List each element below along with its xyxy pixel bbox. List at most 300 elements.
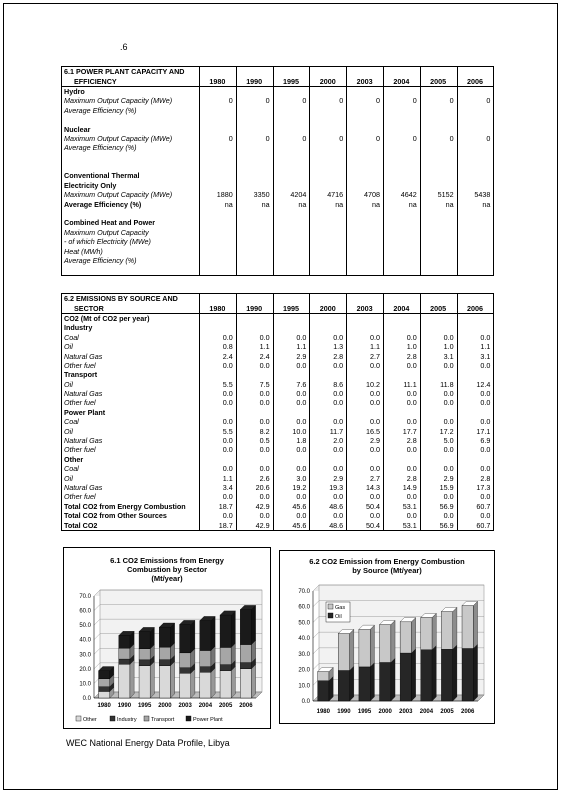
year-header: 2000 [310, 76, 347, 86]
cell-value: 0.0 [200, 445, 237, 454]
cell-value [347, 209, 384, 218]
cell-value [383, 323, 420, 332]
cell-value [236, 181, 273, 190]
row-label: Maximum Output Capacity [64, 227, 149, 237]
emissions-table [61, 293, 494, 531]
cell-value: 0.0 [200, 417, 237, 426]
cell-value: na [457, 199, 494, 208]
cell-value [273, 143, 310, 152]
cell-value: 0 [347, 134, 384, 143]
cell-value [347, 106, 384, 115]
gridline-side [313, 601, 319, 607]
bar-side [370, 663, 374, 701]
cell-value [347, 408, 384, 417]
cell-value [420, 370, 457, 379]
cell-value: 48.6 [310, 520, 347, 530]
cell-value [457, 265, 494, 275]
table-row [62, 389, 494, 398]
row-label: Oil [64, 426, 73, 436]
cell-value: 17.7 [383, 426, 420, 435]
y-tick-label: 70.0 [298, 589, 310, 595]
cell-value: 2.8 [383, 436, 420, 445]
cell-value [457, 124, 494, 133]
row-label: Coal [64, 417, 79, 427]
cell-value [200, 218, 237, 227]
bar-side [251, 605, 255, 644]
cell-value [420, 86, 457, 96]
cell-value [383, 106, 420, 115]
cell-value: 8.6 [310, 380, 347, 389]
cell-value [457, 86, 494, 96]
cell-value [347, 370, 384, 379]
bar-segment [139, 666, 150, 698]
cell-value [420, 153, 457, 162]
cell-value: 5.0 [420, 436, 457, 445]
row-label: Natural Gas [64, 389, 103, 399]
cell-value [420, 218, 457, 227]
cell-value [457, 209, 494, 218]
gridline-side [94, 605, 100, 611]
bar-segment [200, 621, 211, 651]
header-spacer [347, 294, 384, 304]
cell-value: 0.0 [236, 389, 273, 398]
cell-value: 2.7 [347, 473, 384, 482]
cell-value [420, 162, 457, 171]
cell-value: 1.1 [347, 342, 384, 351]
cell-value: 0.0 [457, 464, 494, 473]
cell-value: 0.0 [310, 417, 347, 426]
bar-side [350, 629, 354, 670]
cell-value [310, 323, 347, 332]
cell-value [420, 171, 457, 180]
cell-value [420, 124, 457, 133]
cell-value [383, 218, 420, 227]
source-emissions-chart [279, 550, 495, 724]
cell-value: 0.0 [236, 333, 273, 342]
header-spacer [420, 294, 457, 304]
cell-value [310, 86, 347, 96]
cell-value [383, 455, 420, 464]
y-tick-label: 0.0 [301, 699, 310, 705]
cell-value: 0.0 [347, 492, 384, 501]
table-row [62, 246, 494, 255]
cell-value: 0.0 [236, 492, 273, 501]
cell-value: 0 [420, 96, 457, 105]
gridline-side [313, 648, 319, 654]
table-row [62, 351, 494, 360]
cell-value: 5.5 [200, 426, 237, 435]
cell-value [383, 162, 420, 171]
table-row [62, 96, 494, 105]
cell-value: 0.0 [383, 511, 420, 520]
table-row [62, 398, 494, 407]
table-row [62, 361, 494, 370]
table-row [62, 464, 494, 473]
cell-value [236, 86, 273, 96]
cell-value: 0.0 [200, 361, 237, 370]
bar-segment [338, 671, 349, 701]
bar-side [350, 666, 354, 701]
cell-value: 0.0 [310, 464, 347, 473]
cell-value [457, 408, 494, 417]
bar-segment [240, 645, 251, 663]
cell-value: 56.9 [420, 520, 457, 530]
cell-value [347, 246, 384, 255]
cell-value [200, 106, 237, 115]
bar-segment [159, 666, 170, 698]
cell-value [273, 370, 310, 379]
header-spacer [420, 67, 457, 77]
cell-value: 0.0 [420, 417, 457, 426]
cell-value [457, 313, 494, 323]
header-spacer [236, 294, 273, 304]
bar-segment [200, 650, 211, 666]
cell-value: 14.3 [347, 483, 384, 492]
cell-value [457, 237, 494, 246]
cell-value [383, 370, 420, 379]
cell-value: 2.9 [273, 351, 310, 360]
cell-value: 4204 [273, 190, 310, 199]
table-row [62, 426, 494, 435]
cell-value [236, 218, 273, 227]
cell-value: 2.8 [383, 351, 420, 360]
cell-value [273, 313, 310, 323]
cell-value [457, 228, 494, 237]
cell-value [347, 265, 384, 275]
cell-value: 2.8 [310, 351, 347, 360]
cell-value [236, 246, 273, 255]
cell-value [273, 86, 310, 96]
bar-segment [421, 650, 432, 701]
row-label: Average Efficiency (%) [64, 199, 142, 209]
legend-label: Power Plant [193, 717, 223, 723]
row-label [62, 115, 200, 124]
section-title-cont: SECTOR [62, 303, 200, 313]
cell-value: 1.1 [236, 342, 273, 351]
cell-value: 1.0 [420, 342, 457, 351]
cell-value: 2.0 [310, 436, 347, 445]
cell-value: 0 [383, 134, 420, 143]
cell-value [383, 115, 420, 124]
cell-value: 0.0 [383, 398, 420, 407]
row-label: Oil [64, 473, 73, 483]
cell-value [273, 209, 310, 218]
cell-value [273, 228, 310, 237]
bar-side [231, 611, 235, 648]
cell-value [420, 209, 457, 218]
y-tick-label: 40.0 [298, 636, 310, 643]
bar-segment [99, 671, 110, 679]
table-row [62, 483, 494, 492]
bar-side [130, 660, 134, 698]
cell-value: 0.0 [273, 464, 310, 473]
row-label: Oil [64, 379, 73, 389]
cell-value: 19.2 [273, 483, 310, 492]
cell-value [383, 228, 420, 237]
cell-value: 3.4 [200, 483, 237, 492]
cell-value [347, 218, 384, 227]
cell-value: 0 [420, 134, 457, 143]
cell-value: 0.0 [310, 511, 347, 520]
year-header: 1980 [200, 303, 237, 313]
cell-value [310, 115, 347, 124]
cell-value [200, 455, 237, 464]
cell-value [200, 313, 237, 323]
cell-value: 0.0 [347, 417, 384, 426]
row-label [62, 153, 200, 162]
cell-value: 0.0 [420, 361, 457, 370]
cell-value: 4642 [383, 190, 420, 199]
row-label [62, 209, 200, 218]
cell-value: 12.4 [457, 380, 494, 389]
row-label: CO2 (Mt of CO2 per year) [64, 313, 150, 323]
bar-segment [380, 663, 391, 702]
cell-value: 2.4 [236, 351, 273, 360]
x-tick-label: 1980 [316, 709, 330, 715]
cell-value: 5438 [457, 190, 494, 199]
row-label: Other [64, 454, 84, 464]
cell-value: 0.0 [383, 445, 420, 454]
cell-value: 0.0 [347, 464, 384, 473]
cell-value: 0.0 [273, 398, 310, 407]
legend-swatch [328, 604, 333, 609]
cell-value [457, 323, 494, 332]
cell-value: 1.1 [200, 473, 237, 482]
cell-value: 0.0 [347, 398, 384, 407]
bar-side [432, 613, 436, 649]
cell-value: 0.0 [236, 445, 273, 454]
cell-value [457, 256, 494, 265]
cell-value [310, 143, 347, 152]
table-row [62, 181, 494, 190]
cell-value: 0.0 [383, 464, 420, 473]
row-label: Natural Gas [64, 351, 103, 361]
cell-value [420, 455, 457, 464]
cell-value [200, 209, 237, 218]
header-spacer [200, 67, 237, 77]
year-header: 2004 [383, 303, 420, 313]
bar-segment [240, 663, 251, 669]
cell-value: 0.0 [420, 389, 457, 398]
cell-value [310, 370, 347, 379]
row-label: Average Efficiency (%) [64, 256, 137, 265]
cell-value: 0 [383, 96, 420, 105]
bar-segment [220, 647, 231, 664]
cell-value: 3.0 [273, 473, 310, 482]
cell-value [200, 246, 237, 255]
table-row [62, 417, 494, 426]
row-label: Total CO2 from Other Sources [64, 511, 167, 521]
cell-value [383, 313, 420, 323]
cell-value [273, 115, 310, 124]
cell-value: 11.1 [383, 380, 420, 389]
table-row [62, 333, 494, 342]
cell-value: 0.0 [273, 511, 310, 520]
cell-value: 0.0 [200, 333, 237, 342]
section-title-cont: EFFICIENCY [62, 76, 200, 86]
y-tick-label: 0.0 [82, 696, 91, 702]
table-row [62, 408, 494, 417]
cell-value: 10.0 [273, 426, 310, 435]
cell-value: 16.5 [347, 426, 384, 435]
table-row [62, 143, 494, 152]
cell-value: 17.1 [457, 426, 494, 435]
bar-segment [180, 673, 191, 698]
cell-value [457, 162, 494, 171]
x-tick-label: 1980 [97, 703, 111, 709]
cell-value: 17.3 [457, 483, 494, 492]
cell-value [383, 181, 420, 190]
year-header: 2003 [347, 76, 384, 86]
cell-value: 0.0 [236, 398, 273, 407]
cell-value: 50.4 [347, 520, 384, 530]
cell-value: 3.1 [420, 351, 457, 360]
cell-value: 0.0 [310, 389, 347, 398]
table-row [62, 265, 494, 275]
cell-value [236, 237, 273, 246]
cell-value [200, 162, 237, 171]
cell-value [457, 181, 494, 190]
table-row [62, 436, 494, 445]
bar-segment [380, 625, 391, 663]
bar-segment [139, 660, 150, 666]
y-tick-label: 20.0 [298, 667, 310, 674]
cell-value: 0.0 [200, 492, 237, 501]
sector-emissions-chart-svg [64, 548, 270, 728]
cell-value: 0.0 [420, 492, 457, 501]
bar-side [231, 666, 235, 698]
cell-value [200, 323, 237, 332]
table-row [62, 492, 494, 501]
cell-value: 0 [273, 96, 310, 105]
bar-side [432, 646, 436, 701]
cell-value [273, 106, 310, 115]
year-header: 2005 [420, 303, 457, 313]
cell-value [383, 237, 420, 246]
legend-label: Other [83, 717, 97, 723]
header-spacer [310, 294, 347, 304]
cell-value [236, 313, 273, 323]
cell-value: 0 [200, 134, 237, 143]
cell-value: 0.0 [273, 492, 310, 501]
year-header: 2006 [457, 76, 494, 86]
cell-value: 42.9 [236, 502, 273, 511]
bar-side [191, 669, 195, 698]
cell-value: 0.0 [200, 389, 237, 398]
cell-value: 0.0 [457, 389, 494, 398]
row-label: Power Plant [64, 407, 106, 417]
legend-swatch [186, 716, 191, 721]
y-tick-label: 70.0 [79, 594, 91, 600]
cell-value: 0.0 [457, 511, 494, 520]
cell-value [310, 162, 347, 171]
y-tick-label: 60.0 [79, 608, 91, 615]
cell-value: 0.0 [457, 417, 494, 426]
cell-value [347, 455, 384, 464]
cell-value: 2.4 [200, 351, 237, 360]
cell-value: 0.0 [273, 417, 310, 426]
cell-value: 45.6 [273, 520, 310, 530]
cell-value [273, 181, 310, 190]
table-row [62, 445, 494, 454]
cell-value: 6.9 [457, 436, 494, 445]
bar-segment [240, 669, 251, 698]
row-label: Hydro [64, 86, 85, 96]
year-header: 1995 [273, 76, 310, 86]
cell-value [236, 209, 273, 218]
bar-segment [180, 653, 191, 668]
cell-value: 0.0 [236, 464, 273, 473]
row-label: Other fuel [64, 360, 96, 370]
cell-value: 2.8 [457, 473, 494, 482]
cell-value: 0.0 [457, 492, 494, 501]
legend-swatch [76, 716, 81, 721]
cell-value [383, 246, 420, 255]
cell-value [310, 181, 347, 190]
cell-value [310, 265, 347, 275]
cell-value [420, 143, 457, 152]
cell-value: na [200, 199, 237, 208]
y-tick-label: 10.0 [298, 683, 310, 690]
bar-segment [200, 672, 211, 698]
section-title: 6.2 EMISSIONS BY SOURCE AND [64, 294, 178, 304]
cell-value: 48.6 [310, 502, 347, 511]
cell-value [310, 171, 347, 180]
cell-value [420, 106, 457, 115]
x-tick-label: 1990 [117, 703, 132, 709]
cell-value: 0.0 [383, 417, 420, 426]
table-row [62, 380, 494, 389]
bar-side [473, 644, 477, 701]
cell-value [200, 265, 237, 275]
row-label: Other fuel [64, 492, 96, 502]
year-header: 2006 [457, 303, 494, 313]
cell-value: 18.7 [200, 502, 237, 511]
table-row [62, 106, 494, 115]
cell-value: na [383, 199, 420, 208]
table-row [62, 313, 494, 323]
cell-value [200, 181, 237, 190]
cell-value [200, 237, 237, 246]
table-row [62, 162, 494, 171]
cell-value: 11.8 [420, 380, 457, 389]
cell-value [347, 162, 384, 171]
cell-value: 0.0 [310, 361, 347, 370]
cell-value [200, 228, 237, 237]
cell-value [420, 265, 457, 275]
cell-value: 0 [200, 96, 237, 105]
row-label: Combined Heat and Power [64, 218, 156, 228]
gridline-side [94, 619, 100, 625]
cell-value: 0.8 [200, 342, 237, 351]
cell-value [273, 265, 310, 275]
cell-value [347, 323, 384, 332]
cell-value [347, 171, 384, 180]
year-header: 2000 [310, 303, 347, 313]
cell-value: 20.6 [236, 483, 273, 492]
header-spacer [273, 67, 310, 77]
bar-segment [180, 668, 191, 674]
bar-segment [119, 659, 130, 664]
cell-value: 2.9 [310, 473, 347, 482]
table-row [62, 237, 494, 246]
row-label: - of which Electricity (MWe) [64, 237, 151, 247]
bar-segment [421, 618, 432, 650]
y-tick-label: 20.0 [79, 666, 91, 673]
x-tick-label: 2003 [399, 709, 413, 715]
table-row [62, 134, 494, 143]
table-row [62, 370, 494, 379]
